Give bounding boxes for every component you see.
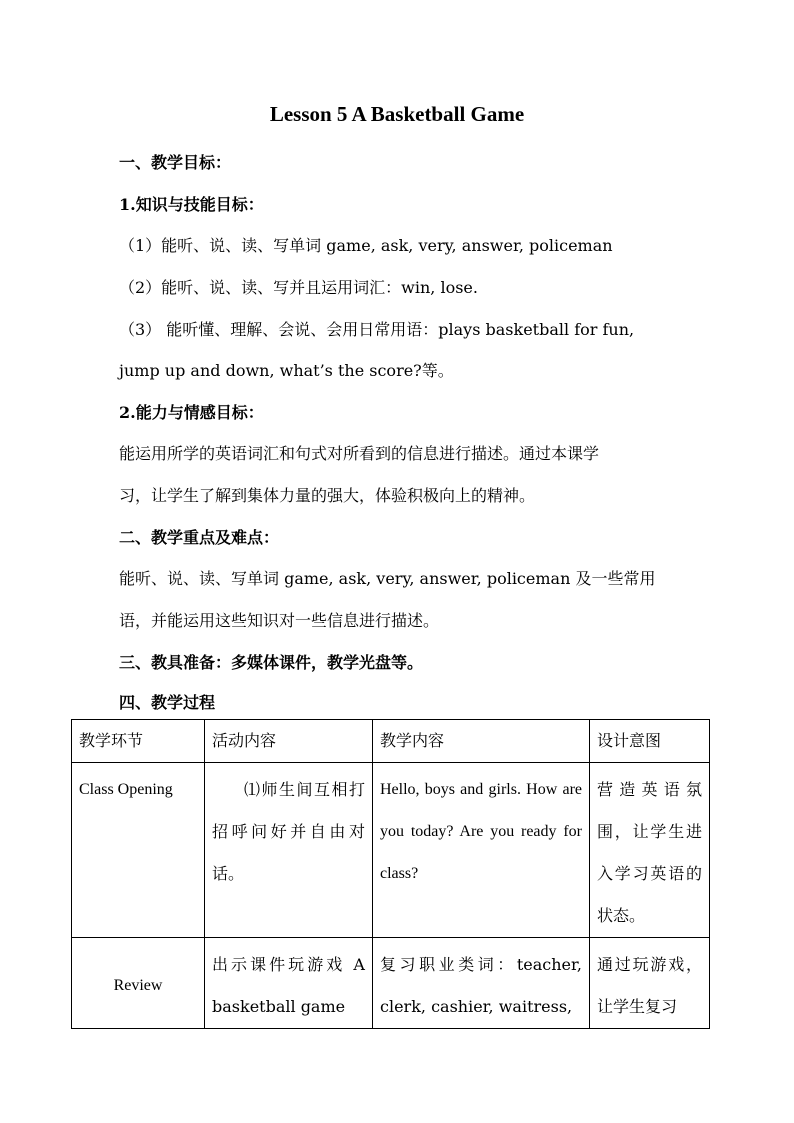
cell-stage: Review (72, 938, 205, 1029)
subheading-knowledge-skills: 1.知识与技能目标： (119, 195, 264, 214)
section-heading-process: 四、教学过程 (119, 693, 216, 712)
objective-item-3-line-1: （3） 能听懂、理解、会说、会用日常用语：plays basketball for fun, (119, 320, 635, 339)
section-heading-key-points: 二、教学重点及难点： (119, 528, 280, 547)
teaching-process-table (71, 719, 710, 1029)
cell-content: 复习职业类词：teacher, clerk, cashier, waitress, (373, 938, 590, 1029)
cell-intent: 通过玩游戏，让学生复习 (590, 938, 710, 1029)
cell-content: Hello, boys and girls. How are you today? Are you ready for class? (373, 763, 590, 938)
header-intent: 设计意图 (590, 720, 710, 763)
table-row (72, 938, 710, 1029)
key-points-line-2: 语，并能运用这些知识对一些信息进行描述。 (119, 611, 440, 630)
table-header-row (72, 720, 710, 763)
ability-text-line-2: 习，让学生了解到集体力量的强大，体验积极向上的精神。 (119, 486, 536, 505)
section-heading-materials: 三、教具准备：多媒体课件，教学光盘等。 (119, 653, 424, 672)
cell-activity: ⑴师生间互相打招呼问好并自由对话。 (205, 763, 373, 938)
objective-item-2: （2）能听、说、读、写并且运用词汇：win, lose. (119, 278, 478, 297)
header-activity: 活动内容 (205, 720, 373, 763)
table-row (72, 763, 710, 938)
key-points-line-1: 能听、说、读、写单词 game, ask, very, answer, policeman 及一些常用 (119, 569, 656, 588)
cell-intent: 营造英语氛围，让学生进入学习英语的状态。 (590, 763, 710, 938)
objective-item-1: （1）能听、说、读、写单词 game, ask, very, answer, policeman (119, 236, 613, 255)
cell-stage: Class Opening (72, 763, 205, 938)
cell-activity: 出示课件玩游戏 A basketball game (205, 938, 373, 1029)
objective-item-3-line-2: jump up and down, what’s the score?等。 (119, 361, 454, 380)
subheading-ability-emotion: 2.能力与情感目标： (119, 403, 264, 422)
section-heading-objectives: 一、教学目标： (119, 153, 232, 172)
header-stage: 教学环节 (72, 720, 205, 763)
lesson-title: Lesson 5 A Basketball Game (269, 102, 525, 126)
header-content: 教学内容 (373, 720, 590, 763)
ability-text-line-1: 能运用所学的英语词汇和句式对所看到的信息进行描述。通过本课学 (119, 444, 600, 463)
